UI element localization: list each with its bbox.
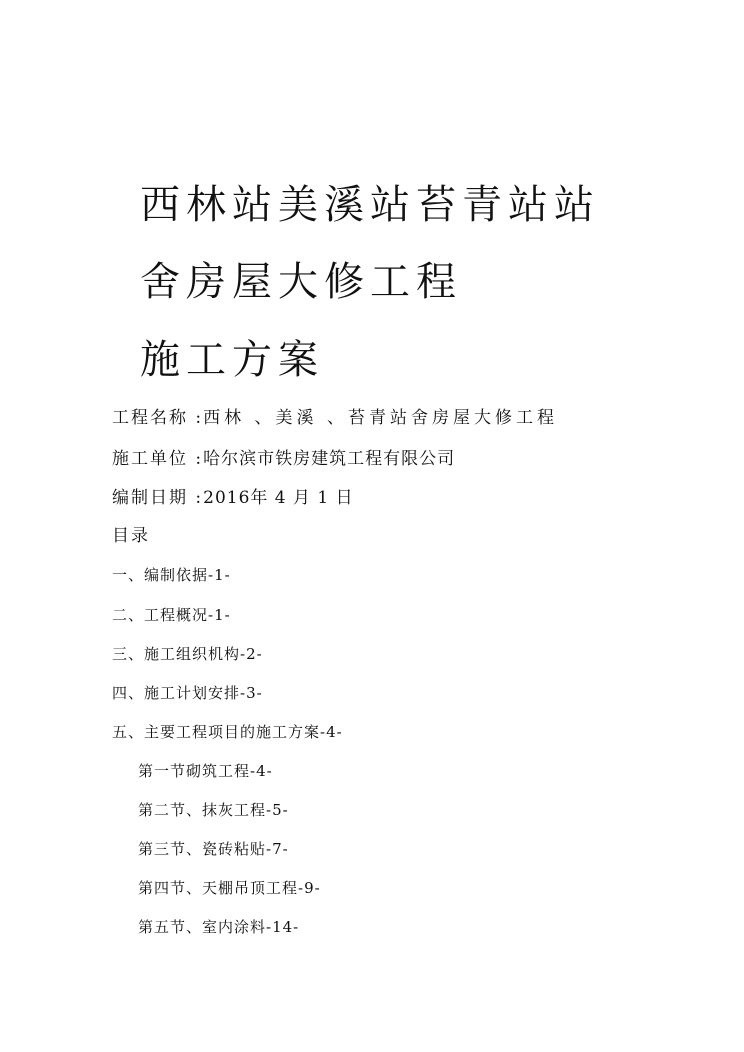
- toc-heading: 目录: [112, 526, 150, 546]
- toc-subitem[interactable]: 第二节、抹灰工程-5-: [138, 801, 289, 819]
- construction-unit-label: 施工单位 :: [112, 449, 204, 469]
- toc-subitem[interactable]: 第一节砌筑工程-4-: [138, 762, 273, 780]
- toc-subitem[interactable]: 第三节、瓷砖粘贴-7-: [138, 840, 289, 858]
- construction-unit-value: 哈尔滨市铁房建筑工程有限公司: [203, 449, 456, 469]
- toc-subitem[interactable]: 第五节、室内涂料-14-: [138, 918, 300, 936]
- toc-item[interactable]: 四、施工计划安排-3-: [112, 684, 263, 702]
- toc-item[interactable]: 二、工程概况-1-: [112, 606, 231, 624]
- project-name-value: 西林 、美溪 、苔青站舍房屋大修工程: [203, 408, 558, 428]
- title-line-3: 施工方案: [140, 337, 324, 383]
- title-line-2: 舍房屋大修工程: [140, 259, 462, 305]
- title-line-1: 西林站美溪站苔青站站: [140, 182, 600, 228]
- toc-item[interactable]: 三、施工组织机构-2-: [112, 645, 263, 663]
- compile-date-value: 2016年 4 月 1 日: [203, 488, 354, 508]
- project-name-label: 工程名称 :: [112, 408, 204, 428]
- project-name-line: [112, 410, 558, 427]
- compile-date-label: 编制日期 :: [112, 488, 204, 508]
- construction-unit-line: [112, 451, 455, 468]
- toc-subitem[interactable]: 第四节、天棚吊顶工程-9-: [138, 879, 321, 897]
- toc-item[interactable]: 一、编制依据-1-: [112, 566, 231, 584]
- compile-date-line: [112, 490, 354, 507]
- toc-item[interactable]: 五、主要工程项目的施工方案-4-: [112, 723, 343, 741]
